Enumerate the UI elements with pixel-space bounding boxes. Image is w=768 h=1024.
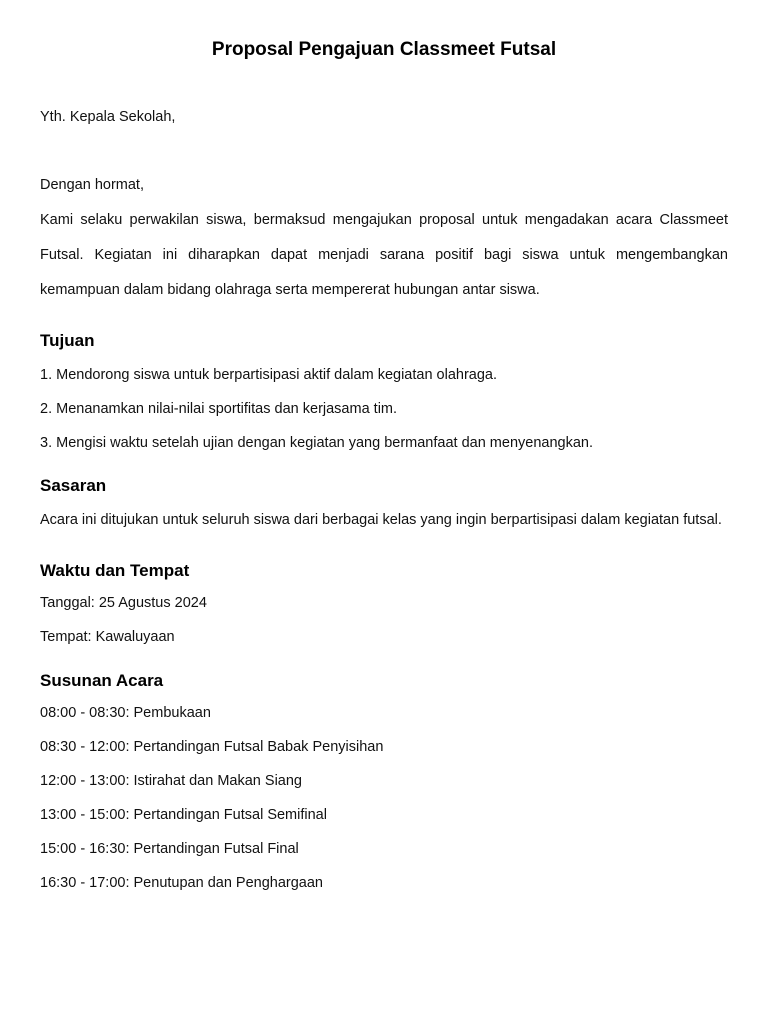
tanggal-line: Tanggal: 25 Agustus 2024 [40,595,207,611]
waktu-tempat-section [40,560,728,647]
tujuan-item: 2. Menanamkan nilai-nilai sportifitas dan kerjasama tim. [40,401,398,417]
waktu-tempat-list [40,593,728,647]
document-title: Proposal Pengajuan Classmeet Futsal [211,39,557,60]
tempat-line: Tempat: Kawaluyaan [40,629,175,645]
salutation: Yth. Kepala Sekolah, [40,109,176,125]
susunan-acara-section [40,670,728,893]
tujuan-section [40,330,728,453]
tujuan-item: 1. Mendorong siswa untuk berpartisipasi aktif dalam kegiatan olahraga. [40,367,498,383]
sasaran-section [40,475,728,538]
schedule-item: 08:00 - 08:30: Pembukaan [40,705,211,721]
schedule-item: 08:30 - 12:00: Pertandingan Futsal Babak Penyisihan [40,739,384,755]
greeting: Dengan hormat, [40,177,144,193]
schedule-item: 13:00 - 15:00: Pertandingan Futsal Semifinal [40,807,327,823]
tujuan-item: 3. Mengisi waktu setelah ujian dengan kegiatan yang bermanfaat dan menyenangkan. [40,435,593,451]
tujuan-heading: Tujuan [40,331,95,350]
schedule-item: 16:30 - 17:00: Penutupan dan Penghargaan [40,875,323,891]
susunan-acara-heading: Susunan Acara [40,671,164,690]
sasaran-paragraph: Acara ini ditujukan untuk seluruh siswa dari berbagai kelas yang ingin berpartisipasi dalam kegiatan futsal. [40,512,722,528]
sasaran-heading: Sasaran [40,476,107,495]
waktu-tempat-heading: Waktu dan Tempat [40,561,190,580]
schedule-item: 15:00 - 16:30: Pertandingan Futsal Final [40,841,299,857]
intro-paragraph: Kami selaku perwakilan siswa, bermaksud mengajukan proposal untuk mengadakan acara Classmeet Futsal. Kegiatan ini diharapkan dapat menjadi sarana positif bagi siswa untuk mengembangkan kemampuan dalam bidang olahraga serta mempererat hubungan antar siswa. [40,212,728,298]
schedule-item: 12:00 - 13:00: Istirahat dan Makan Siang [40,773,302,789]
tujuan-list [40,365,728,453]
susunan-acara-list [40,703,728,893]
